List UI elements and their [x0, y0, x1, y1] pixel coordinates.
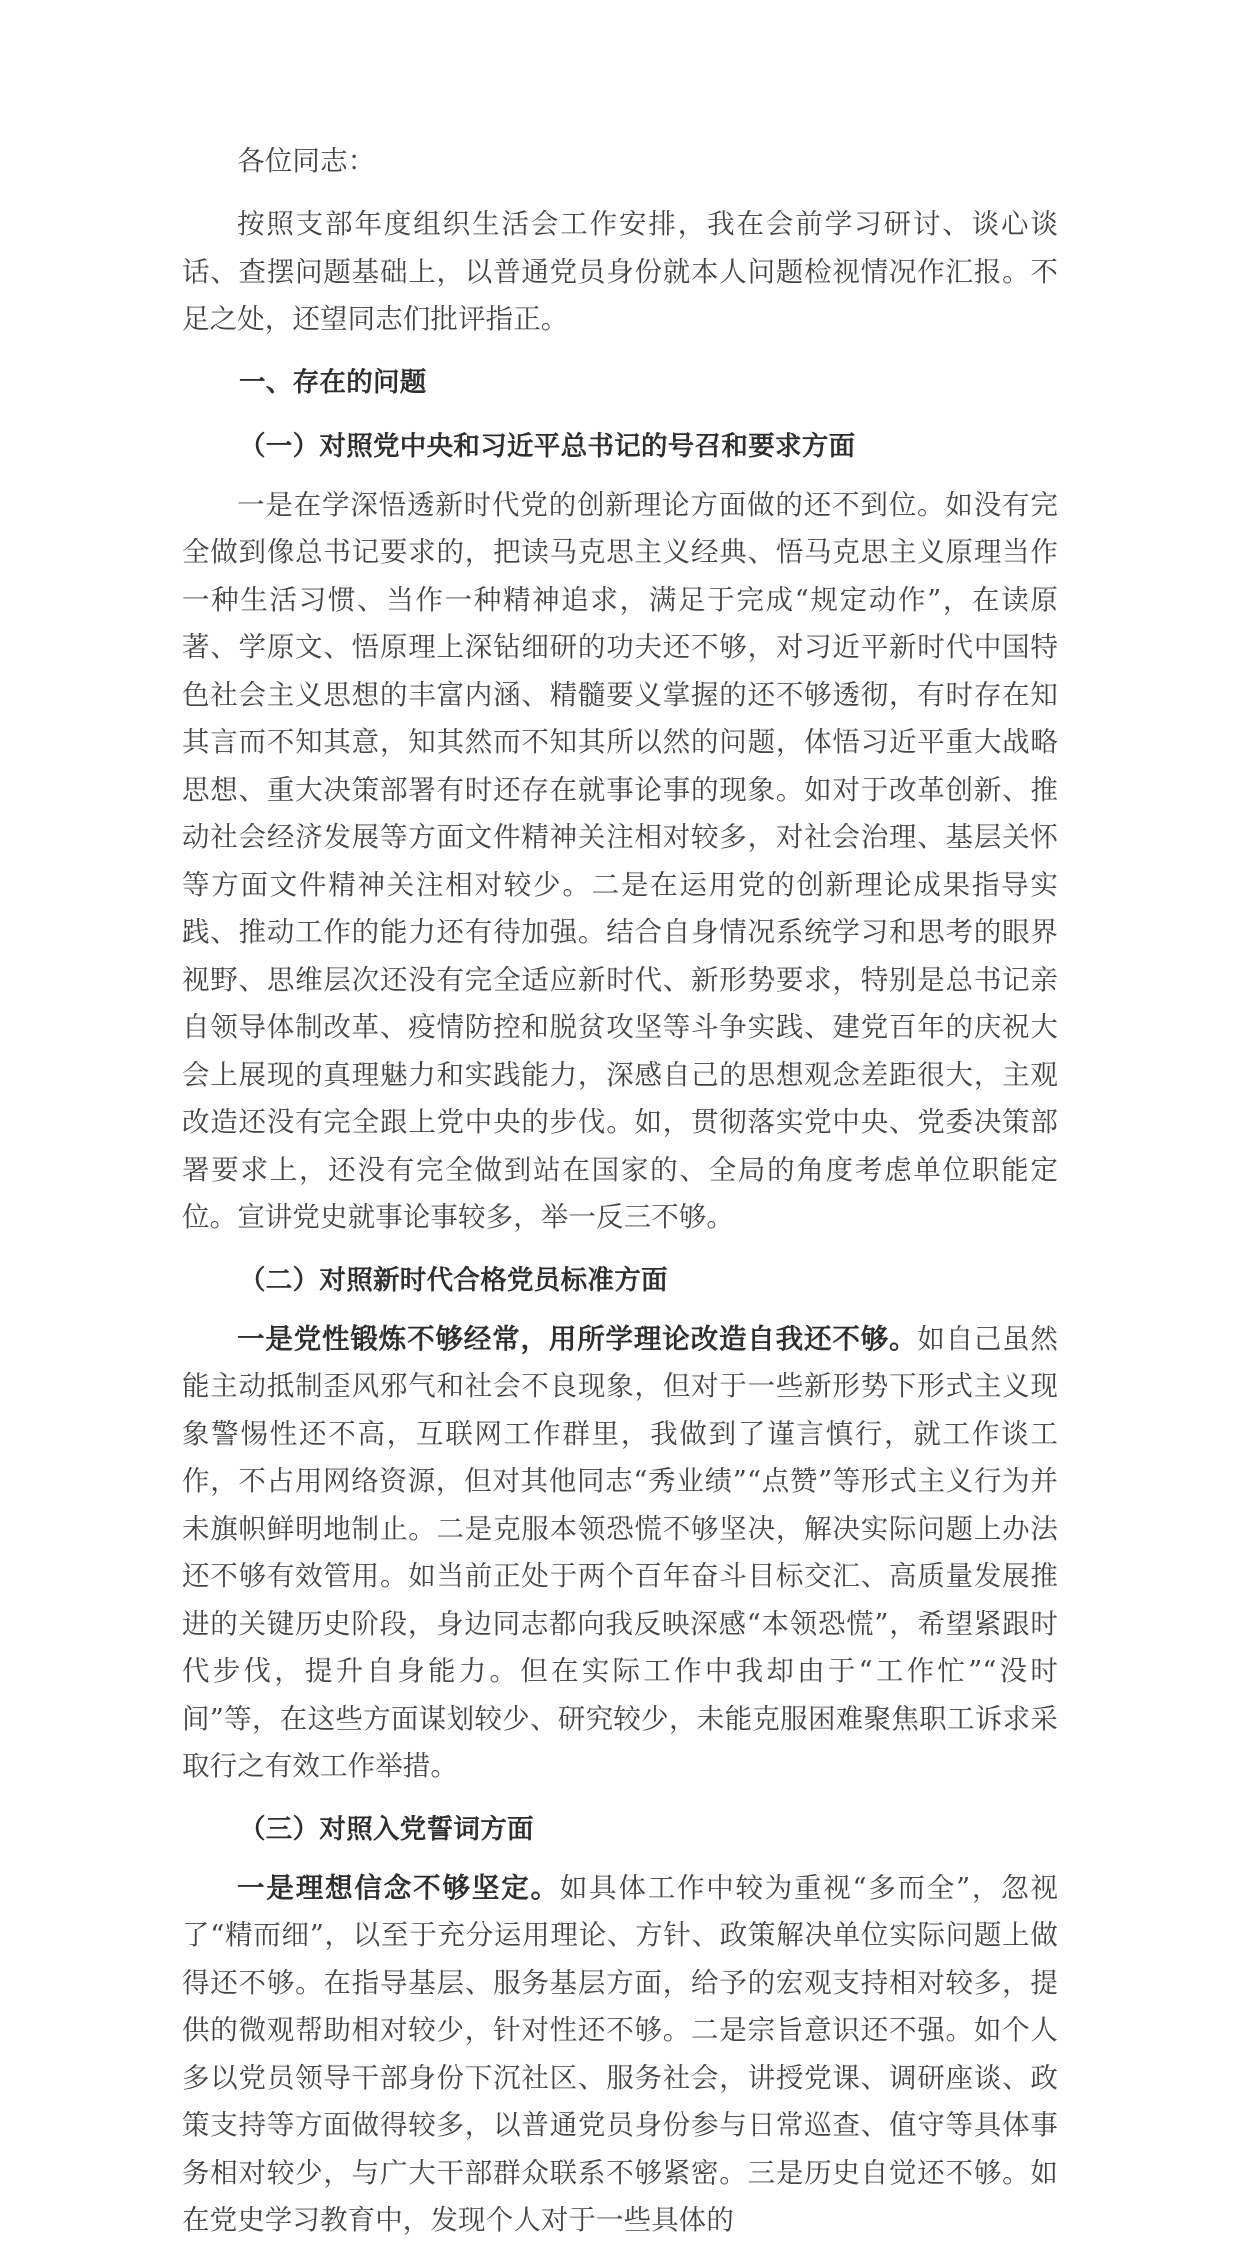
intro-paragraph: 按照支部年度组织生活会工作安排，我在会前学习研讨、谈心谈话、查摆问题基础上，以普通党员身份就本人问题检视情况作汇报。不足之处，还望同志们批评指正。 — [182, 208, 1058, 335]
subsection-heading-3: （三）对照入党誓词方面 — [239, 1813, 534, 1845]
salutation: 各位同志： — [237, 145, 376, 177]
subsection-body-3: 如具体工作中较为重视“多而全”，忽视了“精而细”，以至于充分运用理论、方针、政策解决单位实际问题上做得还不够。在指导基层、服务基层方面，给予的宏观支持相对较多，提供的微观帮助相对较少，针对性还不够。二是宗旨意识还不强。如个人多以党员领导干部身份下沉社区、服务社会，讲授党课、调研座谈、政策支持等方面做得较多，以普通党员身份参与日常巡查、值守等具体事务相对较少，与广大干部群众联系不够紧密。三是历史自觉还不够。如在党史学习教育中，发现个人对于一些具体的 — [182, 1871, 1058, 2236]
subsection-lead-3: 一是理想信念不够坚定。 — [237, 1871, 560, 1904]
section-heading-existing-problems: 一、存在的问题 — [239, 366, 427, 398]
subsection-heading-1: （一）对照党中央和习近平总书记的号召和要求方面 — [239, 430, 856, 462]
subsection-body-1: 一是在学深悟透新时代党的创新理论方面做的还不到位。如没有完全做到像总书记要求的，把读马克思主义经典、悟马克思主义原理当作一种生活习惯、当作一种精神追求，满足于完成“规定动作”，在读原著、学原文、悟原理上深钻细研的功夫还不够，对习近平新时代中国特色社会主义思想的丰富内涵、精髓要义掌握的还不够透彻，有时存在知其言而不知其意，知其然而不知其所以然的问题，体悟习近平重大战略思想、重大决策部署有时还存在就事论事的现象。如对于改革创新、推动社会经济发展等方面文件精神关注相对较多，对社会治理、基层关怀等方面文件精神关注相对较少。二是在运用党的创新理论成果指导实践、推动工作的能力还有待加强。结合自身情况系统学习和思考的眼界视野、思维层次还没有完全适应新时代、新形势要求，特别是总书记亲自领导体制改革、疫情防控和脱贫攻坚等斗争实践、建党百年的庆祝大会上展现的真理魅力和实践能力，深感自己的思想观念差距很大，主观改造还没有完全跟上党中央的步伐。如，贯彻落实党中央、党委决策部署要求上，还没有完全做到站在国家的、全局的角度考虑单位职能定位。宣讲党史就事论事较多，举一反三不够。 — [182, 488, 1058, 1233]
subsection-paragraph-2 — [182, 1316, 1058, 1791]
document-body — [182, 138, 1058, 2245]
subsection-body-2: 如自己虽然能主动抵制歪风邪气和社会不良现象，但对于一些新形势下形式主义现象警惕性还不高，互联网工作群里，我做到了谨言慎行，就工作谈工作，不占用网络资源，但对其他同志“秀业绩”“点赞”等形式主义行为并未旗帜鲜明地制止。二是克服本领恐慌不够坚决，解决实际问题上办法还不够有效管用。如当前正处于两个百年奋斗目标交汇、高质量发展推进的关键历史阶段，身边同志都向我反映深感“本领恐慌”，希望紧跟时代步伐，提升自身能力。但在实际工作中我却由于“工作忙”“没时间”等，在这些方面谋划较少、研究较少，未能克服困难聚焦职工诉求采取行之有效工作举措。 — [182, 1322, 1058, 1782]
subsection-paragraph-1 — [182, 482, 1058, 1242]
subsection-paragraph-3 — [182, 1865, 1058, 2245]
subsection-lead-2: 一是党性锻炼不够经常，用所学理论改造自我还不够。 — [237, 1322, 918, 1355]
subsection-heading-2: （二）对照新时代合格党员标准方面 — [239, 1264, 668, 1296]
